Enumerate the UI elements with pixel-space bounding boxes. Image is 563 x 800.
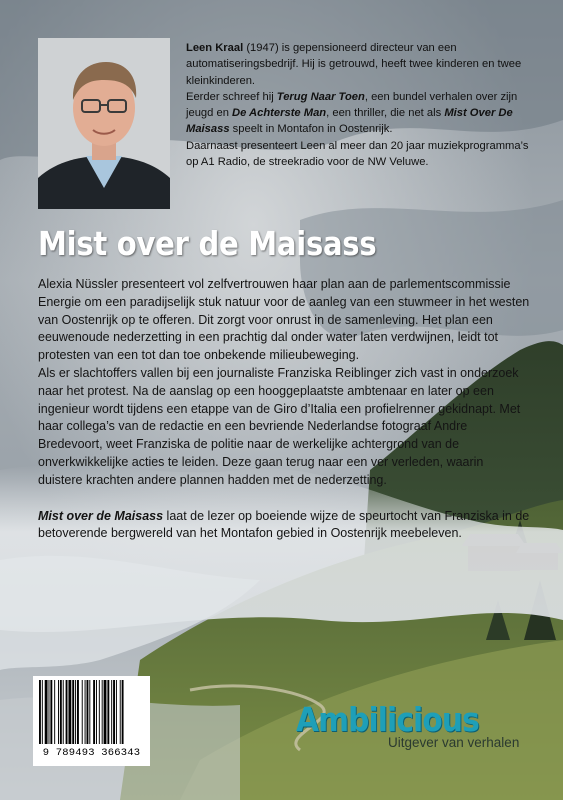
barcode-bar — [89, 680, 90, 744]
barcode-bar — [111, 680, 112, 744]
blurb-paragraph-1: Alexia Nüssler presenteert vol zelfvertrouwen haar plan aan de parlementscommissie Energie om een paradijselijk stuk natuur voor de aanleg van een stuwmeer in het westen van Oostenrijk op te offeren. Dit zorgt voor onrust in de samenleving. Het plan een eeuwenoude nederzetting in een prachtig dal onder water laten verdwijnen, leidt tot protesten van een tot dan toe onbekende milieubeweging. — [38, 277, 530, 363]
barcode-bar — [87, 680, 89, 744]
barcode-bar — [58, 680, 59, 744]
barcode-bar — [39, 680, 41, 744]
barcode-bar — [107, 680, 109, 744]
blurb-text: laat de lezer op boeiende wijze de speurtocht van Franziska in de betoverende bergwereld van het Montafon gebied in Oostenrijk meebeleven. — [38, 508, 530, 541]
barcode-bar — [99, 680, 100, 744]
previous-book-title: De Achterste Man — [232, 107, 327, 120]
publisher-tagline: Uitgever van verhalen — [388, 735, 520, 750]
bio-paragraph-3: Daarnaast presenteert Leen al meer dan 20 jaar muziekprogramma’s op A1 Radio, de streekradio voor de NW Veluwe. — [186, 139, 529, 169]
barcode-bar — [75, 680, 76, 744]
barcode-bar — [72, 680, 74, 744]
barcode-bar — [63, 680, 64, 744]
barcode-bar — [93, 680, 95, 744]
barcode-bar — [113, 680, 115, 744]
bio-text: (1947) is gepensioneerd directeur van een automatiseringsbedrijf. Hij is getrouwd, heeft twee kinderen en twee kleinkinderen. — [186, 42, 522, 87]
barcode-bar — [120, 680, 121, 744]
isbn-number: 9 789493 366343 — [42, 747, 141, 759]
barcode-bar — [77, 680, 79, 744]
barcode-bar — [96, 680, 97, 744]
barcode-bar — [66, 680, 68, 744]
barcode-bar — [102, 680, 103, 744]
barcode-bar — [54, 680, 55, 744]
isbn-barcode — [33, 676, 150, 766]
barcode-bar — [122, 680, 124, 744]
book-title: Mist over de Maisass — [38, 224, 377, 263]
barcode-bar — [45, 680, 48, 744]
barcode-bar — [82, 680, 83, 744]
barcode-bar — [85, 680, 86, 744]
blurb-paragraph-3 — [38, 508, 530, 544]
barcode-bar — [50, 680, 52, 744]
author-portrait-image — [38, 38, 170, 209]
author-bio — [186, 40, 531, 170]
barcode-bars — [33, 676, 150, 746]
bio-text: Eerder schreef hij — [186, 90, 277, 103]
blurb-paragraph-2: Als er slachtoffers vallen bij een journaliste Franziska Reiblinger zich vast in onderzoek naar het protest. Na de aanslag op een hooggeplaatste ambtenaar en later op een ingenieur wordt tijdens een etappe van de Giro d’Italia een profielrenner gekidnapt. Met haar collega’s van de redactie en een bevriende Nederlandse fotograaf Andre Bredevoort, weet Franziska de politie naar de werkelijke achtergrond van de onverkwikkelijke acties te leiden. Deze gaan terug naar een ver verleden, waarin duistere krachten andere plannen hadden met de nederzetting. — [38, 365, 521, 487]
bio-text: speelt in Montafon in Oostenrijk. — [229, 123, 393, 136]
author-name: Leen Kraal — [186, 42, 244, 54]
barcode-bar — [60, 680, 62, 744]
bio-paragraph-2 — [186, 89, 531, 138]
barcode-bar — [49, 680, 50, 744]
author-photo — [38, 38, 170, 209]
bio-text: , een thriller, die net als — [326, 107, 445, 120]
publisher-logo — [296, 700, 536, 750]
book-title-reference: Mist Over De Maisass — [186, 107, 513, 136]
bio-paragraph-1 — [186, 40, 531, 89]
previous-book-title: Terug Naar Toen — [276, 90, 365, 103]
blurb-book-title: Mist over de Maisass — [38, 508, 164, 523]
barcode-bar — [42, 680, 43, 744]
book-blurb — [38, 276, 530, 543]
paragraph-spacer — [38, 490, 530, 508]
publisher-name: Ambilicious — [296, 700, 479, 739]
barcode-bar — [116, 680, 117, 744]
barcode-bar — [104, 680, 107, 744]
barcode-bar — [68, 680, 71, 744]
bio-text: , een bundel verhalen over zijn jeugd en — [186, 90, 518, 120]
